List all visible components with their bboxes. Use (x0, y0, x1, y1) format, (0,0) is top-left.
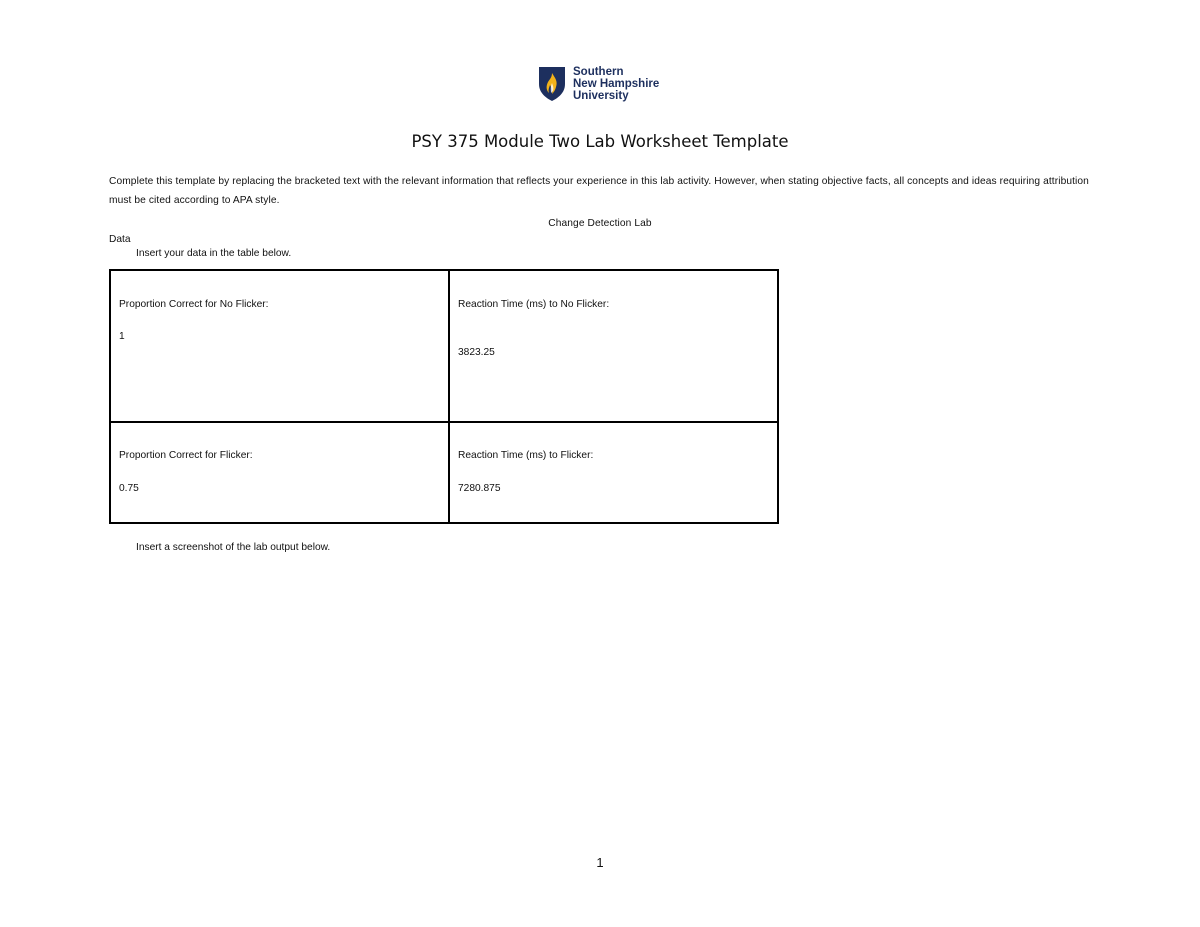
section-label-data: Data (109, 234, 131, 245)
intro-paragraph: Complete this template by replacing the bracketed text with the relevant information that reflects your experience in this lab activity. However, when stating objective facts, all concepts and ideas requiring attribution must be cited according to APA style. (109, 176, 1089, 206)
lab-title (0, 218, 1200, 229)
page-title: PSY 375 Module Two Lab Worksheet Template (411, 132, 789, 151)
cell-label: Proportion Correct for No Flicker: (119, 299, 269, 310)
cell-label: Proportion Correct for Flicker: (119, 450, 253, 461)
cell-value: 7280.875 (458, 483, 501, 494)
snhu-logo (538, 66, 678, 106)
table-instruction: Insert your data in the table below. (136, 248, 292, 259)
logo-wordmark (573, 66, 659, 102)
shield-flame-icon (538, 66, 566, 102)
cell-value: 0.75 (119, 483, 139, 494)
cell-value: 1 (119, 331, 125, 342)
cell-label: Reaction Time (ms) to No Flicker: (458, 299, 610, 310)
screenshot-instruction: Insert a screenshot of the lab output below. (136, 542, 331, 553)
table-cell-proportion-flicker[interactable] (110, 422, 449, 523)
lab-title-text: Change Detection Lab (548, 218, 652, 229)
cell-label: Reaction Time (ms) to Flicker: (458, 450, 594, 461)
logo-line-1: Southern (573, 66, 624, 78)
logo-line-2: New Hampshire (573, 78, 660, 90)
table-row (110, 422, 778, 523)
page-number: 1 (596, 855, 604, 870)
data-table (109, 269, 779, 524)
table-row (110, 270, 778, 422)
table-cell-proportion-no-flicker[interactable] (110, 270, 449, 422)
table-cell-rt-no-flicker[interactable] (449, 270, 778, 422)
table-cell-rt-flicker[interactable] (449, 422, 778, 523)
logo-line-3: University (573, 90, 629, 102)
cell-value: 3823.25 (458, 347, 495, 358)
